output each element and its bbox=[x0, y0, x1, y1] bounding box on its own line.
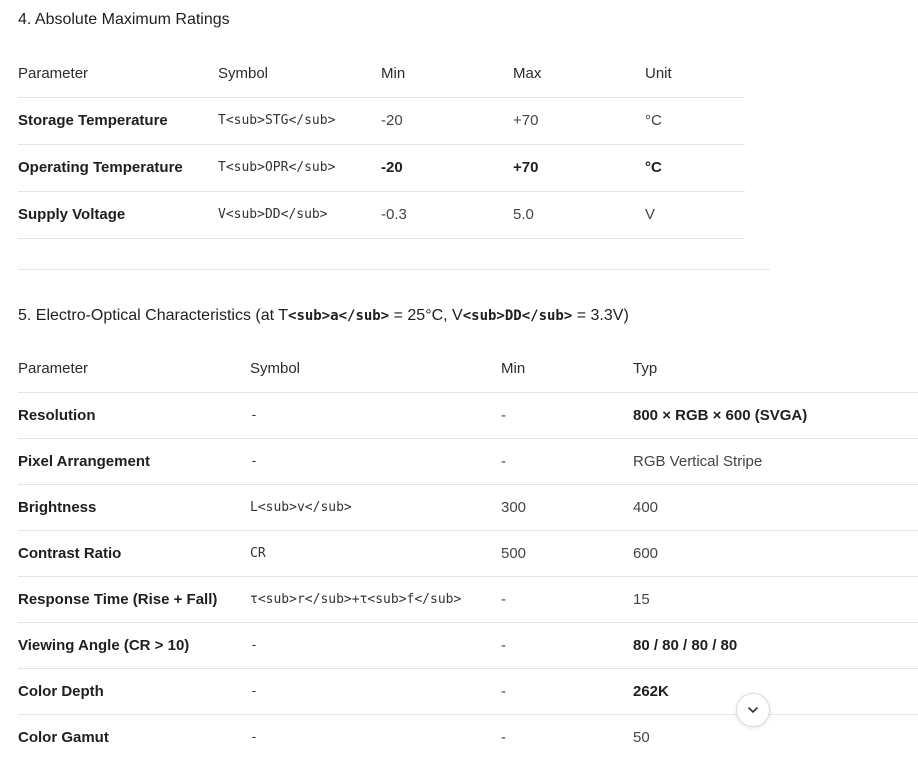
symbol-cell: - bbox=[250, 438, 501, 484]
table-row bbox=[18, 530, 918, 576]
symbol-cell: L<sub>v</sub> bbox=[250, 484, 501, 530]
table-row bbox=[18, 438, 918, 484]
table-row bbox=[18, 668, 918, 714]
table-row bbox=[18, 714, 918, 760]
header-typ: Typ bbox=[633, 360, 658, 378]
min-cell: - bbox=[501, 392, 633, 438]
unit-cell: °C bbox=[645, 97, 745, 144]
parameter-cell: Color Gamut bbox=[18, 714, 250, 760]
symbol-cell: V<sub>DD</sub> bbox=[218, 191, 381, 238]
typ-cell: 600 bbox=[633, 530, 918, 576]
symbol-cell: - bbox=[250, 668, 501, 714]
scroll-to-bottom-button[interactable] bbox=[736, 693, 770, 727]
symbol-cell: - bbox=[250, 622, 501, 668]
table-row bbox=[18, 144, 745, 191]
parameter-cell: Color Depth bbox=[18, 668, 250, 714]
typ-cell: 50 bbox=[633, 714, 918, 760]
unit-cell: V bbox=[645, 191, 745, 238]
max-cell: 5.0 bbox=[513, 191, 645, 238]
parameter-cell: Resolution bbox=[18, 392, 250, 438]
symbol-cell: T<sub>OPR</sub> bbox=[218, 144, 381, 191]
parameter-cell: Operating Temperature bbox=[18, 144, 218, 191]
parameter-cell: Contrast Ratio bbox=[18, 530, 250, 576]
min-cell: - bbox=[501, 668, 633, 714]
table-row bbox=[18, 191, 745, 238]
min-cell: - bbox=[501, 622, 633, 668]
section-5-title-prefix: 5. Electro-Optical Characteristics (at T bbox=[18, 307, 289, 324]
chevron-down-icon bbox=[746, 703, 760, 717]
header-min: Min bbox=[501, 360, 526, 378]
typ-cell: 262K bbox=[633, 668, 918, 714]
header-parameter: Parameter bbox=[18, 360, 89, 378]
min-cell: -20 bbox=[381, 97, 513, 144]
parameter-cell: Response Time (Rise + Fall) bbox=[18, 576, 250, 622]
electro-optical-table bbox=[18, 346, 918, 760]
min-cell: 500 bbox=[501, 530, 633, 576]
typ-cell: 15 bbox=[633, 576, 918, 622]
unit-cell: °C bbox=[645, 144, 745, 191]
typ-cell: 800 × RGB × 600 (SVGA) bbox=[633, 392, 918, 438]
min-cell: - bbox=[501, 438, 633, 484]
section-5-title-sub-a: <sub>a</sub> bbox=[288, 308, 390, 324]
section-4-title: 4. Absolute Maximum Ratings bbox=[18, 11, 230, 28]
min-cell: - bbox=[501, 576, 633, 622]
table-row bbox=[18, 484, 918, 530]
header-symbol: Symbol bbox=[250, 360, 301, 378]
table-row bbox=[18, 576, 918, 622]
table-row bbox=[18, 97, 745, 144]
typ-cell: RGB Vertical Stripe bbox=[633, 438, 918, 484]
table-row bbox=[18, 392, 918, 438]
section-divider bbox=[18, 269, 770, 270]
max-cell: +70 bbox=[513, 144, 645, 191]
typ-cell: 400 bbox=[633, 484, 918, 530]
parameter-cell: Brightness bbox=[18, 484, 250, 530]
header-max: Max bbox=[513, 64, 542, 82]
header-parameter: Parameter bbox=[18, 64, 89, 82]
min-cell: -20 bbox=[381, 144, 513, 191]
header-min: Min bbox=[381, 64, 406, 82]
min-cell: 300 bbox=[501, 484, 633, 530]
section-5-title-sub-dd: <sub>DD</sub> bbox=[462, 308, 573, 324]
min-cell: - bbox=[501, 714, 633, 760]
symbol-cell: - bbox=[250, 392, 501, 438]
section-5-title bbox=[18, 307, 629, 325]
electro-optical-table-scroll[interactable] bbox=[18, 346, 808, 751]
table-header-row bbox=[18, 50, 745, 97]
parameter-cell: Viewing Angle (CR > 10) bbox=[18, 622, 250, 668]
min-cell: -0.3 bbox=[381, 191, 513, 238]
header-symbol: Symbol bbox=[218, 64, 269, 82]
parameter-cell: Supply Voltage bbox=[18, 191, 218, 238]
symbol-cell: CR bbox=[250, 530, 501, 576]
table-row bbox=[18, 622, 918, 668]
section-5-title-mid: = 25°C, V bbox=[389, 307, 463, 324]
max-cell: +70 bbox=[513, 97, 645, 144]
header-unit: Unit bbox=[645, 64, 672, 82]
symbol-cell: τ<sub>r</sub>+τ<sub>f</sub> bbox=[250, 576, 501, 622]
symbol-cell: T<sub>STG</sub> bbox=[218, 97, 381, 144]
parameter-cell: Pixel Arrangement bbox=[18, 438, 250, 484]
absolute-max-ratings-table bbox=[18, 50, 745, 239]
typ-cell: 80 / 80 / 80 / 80 bbox=[633, 622, 918, 668]
table-header-row bbox=[18, 346, 918, 392]
parameter-cell: Storage Temperature bbox=[18, 97, 218, 144]
section-5-title-suffix: = 3.3V) bbox=[572, 307, 629, 324]
symbol-cell: - bbox=[250, 714, 501, 760]
